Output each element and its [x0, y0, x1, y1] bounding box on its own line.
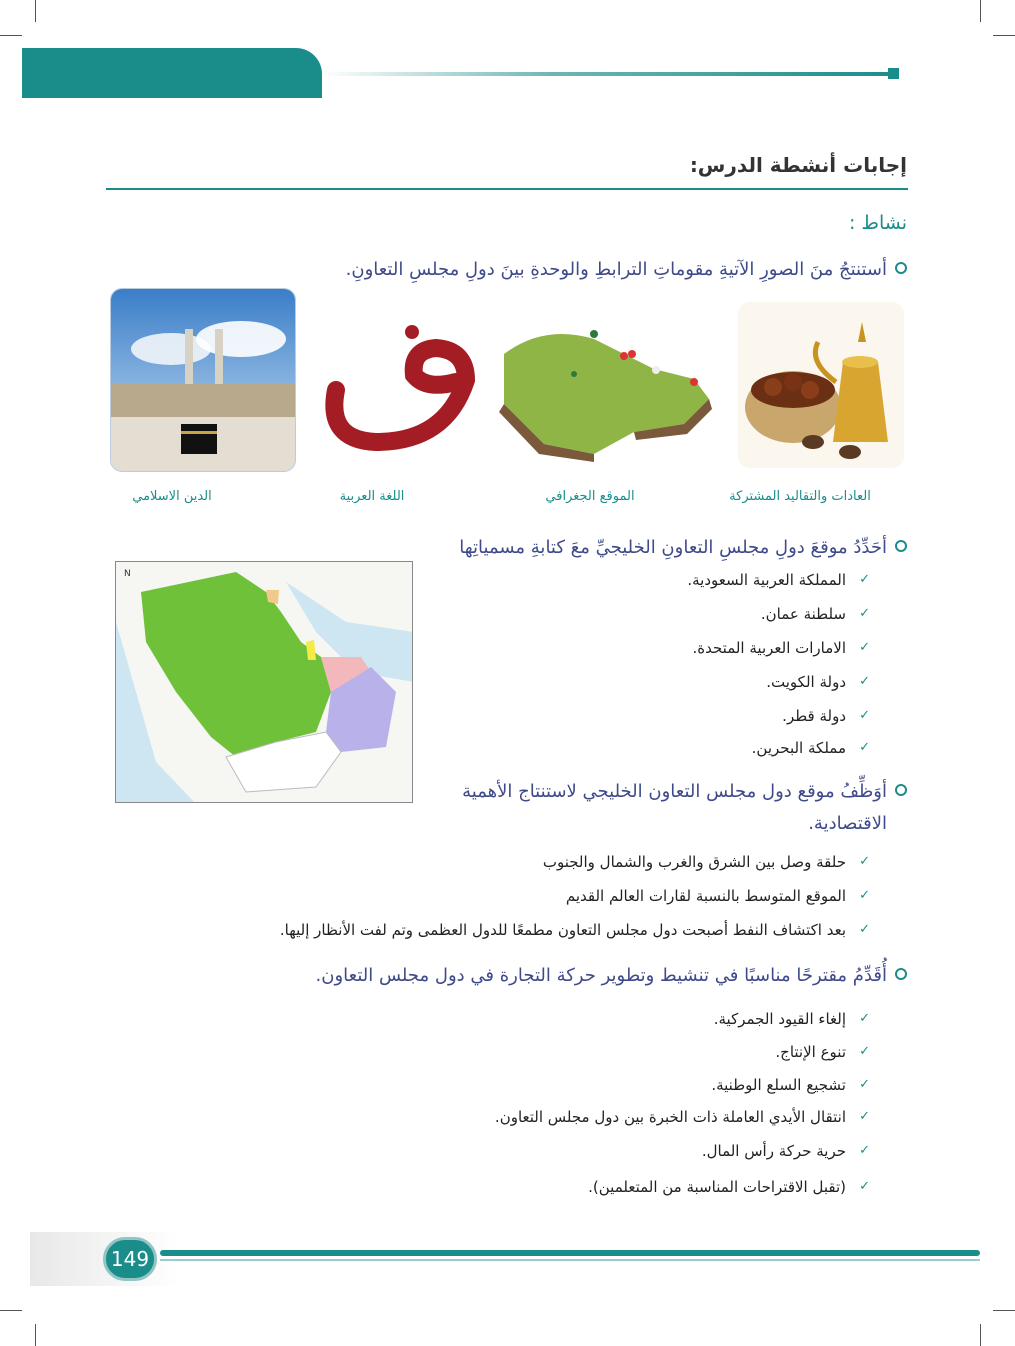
question-3 [427, 776, 907, 840]
crop-mark [35, 0, 36, 22]
question-text: أحَدِّدُ موقعَ دولِ مجلسِ التعاونِ الخليجيِّ معَ كتابةِ مسمياتِها [459, 537, 887, 558]
answer-item: ✓ سلطنة عمان. [760, 605, 870, 623]
footer-bar-thin [160, 1259, 980, 1261]
gulf-map-3d-image [484, 314, 720, 464]
check-icon: ✓ [859, 572, 870, 587]
footer-bar [160, 1250, 980, 1256]
caption-traditions: العادات والتقاليد المشتركة [729, 489, 871, 504]
caption-religion: الدين الاسلامي [132, 489, 212, 504]
answer-item: ✓ دولة قطر. [782, 707, 870, 725]
question-1 [87, 254, 907, 286]
check-icon: ✓ [859, 606, 870, 621]
question-4 [87, 960, 907, 992]
check-icon: ✓ [859, 854, 870, 869]
kaaba-photo [110, 288, 296, 472]
answer-item: ✓ تشجيع السلع الوطنية. [711, 1076, 870, 1094]
answer-item: ✓ المملكة العربية السعودية. [687, 571, 870, 589]
coffee-dates-photo [738, 302, 904, 468]
crop-mark [0, 1310, 22, 1311]
check-icon: ✓ [859, 1179, 870, 1194]
question-text: أستنتجُ منَ الصورِ الآتيةِ مقوماتِ الترابطِ والوحدةِ بينَ دولِ مجلسِ التعاونِ. [345, 259, 887, 280]
circle-bullet-icon [895, 262, 907, 274]
question-text: أوَظِّفُ موقع دول مجلس التعاون الخليجي لاستنتاج الأهمية الاقتصادية. [462, 781, 887, 834]
header-line [322, 72, 894, 76]
answer-item: ✓ (تقبل الاقتراحات المناسبة من المتعلمين). [588, 1178, 870, 1196]
crop-mark [980, 0, 981, 22]
page-number: 149 [103, 1237, 157, 1281]
question-text: أُقَدِّمُ مقترحًا مناسبًا في تنشيط وتطوير حركة التجارة في دول مجلس التعاون. [315, 965, 887, 986]
question-2 [87, 532, 907, 564]
section-title: إجابات أنشطة الدرس: [689, 153, 907, 177]
activity-label: نشاط : [848, 212, 907, 234]
crop-mark [993, 35, 1015, 36]
check-icon: ✓ [859, 1077, 870, 1092]
answer-item: ✓ مملكة البحرين. [751, 739, 870, 757]
answer-item: ✓ تنوع الإنتاج. [775, 1043, 870, 1061]
circle-bullet-icon [895, 968, 907, 980]
circle-bullet-icon [895, 540, 907, 552]
answer-item: ✓ دولة الكويت. [766, 673, 870, 691]
check-icon: ✓ [859, 674, 870, 689]
check-icon: ✓ [859, 1011, 870, 1026]
crop-mark [993, 1310, 1015, 1311]
check-icon: ✓ [859, 1109, 870, 1124]
check-icon: ✓ [859, 740, 870, 755]
caption-location: الموقع الجغرافي [545, 489, 635, 504]
check-icon: ✓ [859, 1143, 870, 1158]
check-icon: ✓ [859, 922, 870, 937]
answer-item: ✓ انتقال الأيدي العاملة ذات الخبرة بين دول مجلس التعاون. [494, 1108, 870, 1126]
header-tab [22, 48, 322, 98]
arabic-letter-image [316, 320, 476, 460]
crop-mark [980, 1324, 981, 1346]
crop-mark [0, 35, 22, 36]
answer-item: ✓ الموقع المتوسط بالنسبة لقارات العالم القديم [565, 887, 870, 905]
circle-bullet-icon [895, 784, 907, 796]
answer-item: ✓ الامارات العربية المتحدة. [692, 639, 870, 657]
answer-item: ✓ حلقة وصل بين الشرق والغرب والشمال والجنوب [542, 853, 870, 871]
check-icon: ✓ [859, 640, 870, 655]
answer-item: ✓ حرية حركة رأس المال. [701, 1142, 870, 1160]
answer-item: ✓ إلغاء القيود الجمركية. [713, 1010, 870, 1028]
answer-item: ✓ بعد اكتشاف النفط أصبحت دول مجلس التعاون مطمعًا للدول العظمى وتم لفت الأنظار إليها. [279, 921, 870, 939]
crop-mark [35, 1324, 36, 1346]
caption-language: اللغة العربية [339, 489, 405, 504]
check-icon: ✓ [859, 1044, 870, 1059]
check-icon: ✓ [859, 708, 870, 723]
check-icon: ✓ [859, 888, 870, 903]
header-dot [888, 68, 899, 79]
svg-text:N: N [124, 569, 131, 579]
title-rule [106, 188, 908, 190]
